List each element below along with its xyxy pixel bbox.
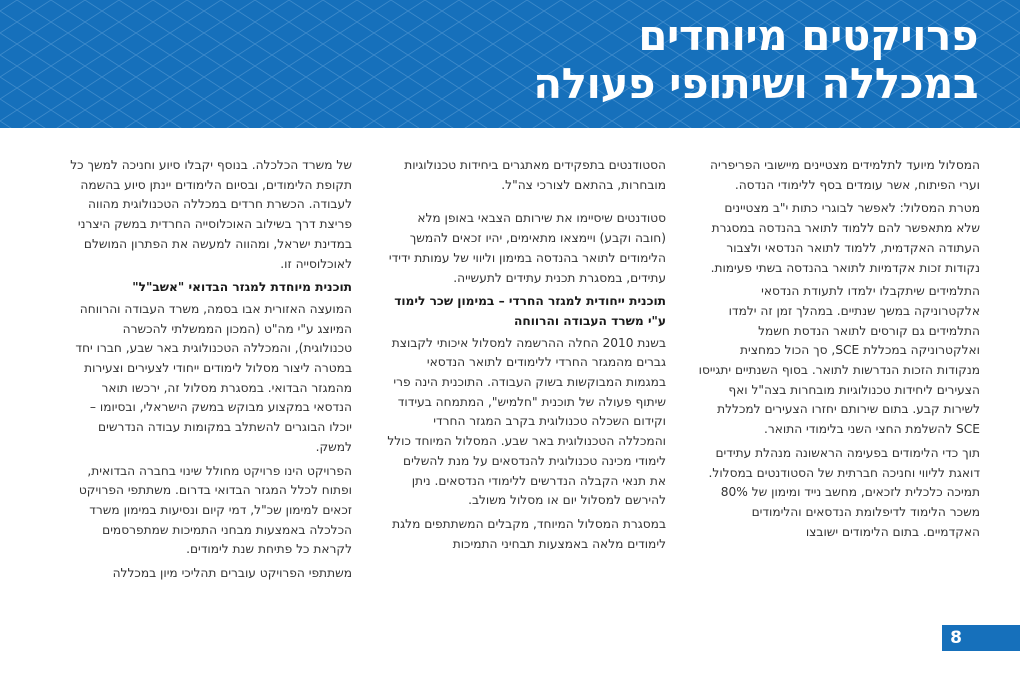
paragraph: מטרת המסלול: לאפשר לבוגרי כתות י"ב מצטיינים שלא מתאפשר להם ללמוד לתואר בהנדסה במסגרת העתודה האקדמית, ללמוד לתואר הנדסאי ולצבור נקודות זכות אקדמיות לתואר בהנדסה בשתי פעימות. [710, 201, 980, 275]
text-column-left [70, 156, 352, 588]
section-heading: תוכנית מיוחדת למגזר הבדואי "אשב"ל" [132, 280, 352, 295]
paragraph: סטודנטים שיסיימו את שירותם הצבאי באופן מלא (חובה וקבע) ויימצאו מתאימים, יהיו זכאים להמשך הלימודים לתואר בהנדסה במימון וליווי של עמותת ידידי עתידים, במסגרת תכנית עתידים לתעשייה. [388, 211, 666, 285]
paragraph: המסלול מיועד לתלמידים מצטיינים מיישובי הפריפריה וערי הפיתוח, אשר עומדים בסף ללימודי הנדסה. [710, 158, 980, 192]
header-banner [0, 0, 1020, 128]
paragraph: המועצה האזורית אבו בסמה, משרד העבודה והרווחה המיוצג ע"י מה"ט (המכון הממשלתי להכשרה טכנולוגית), והמכללה הטכנולוגית באר שבע, חברו יחד במטרה ליצור מסלול לימודים ייחודי לצעירים וצעירות מהמגזר הבדואי. במסגרת מסלול זה, ירכשו תואר הנדסאי במקצוע מבוקש במשק הישראלי, ובסיומו – יוכלו הבוגרים להשתלב במקומות עבודה הנדרשים למשק. [75, 301, 352, 454]
page-number-bar [970, 625, 1020, 651]
page-title [533, 12, 978, 108]
page-number: 8 [942, 625, 970, 651]
title-line-1: פרויקטים מיוחדים [638, 11, 978, 60]
paragraph: בשנת 2010 החלה ההרשמה למסלול איכותי לקבוצת גברים מהמגזר החרדי ללימודים לתואר הנדסאי במגמות המבוקשות בשוק העבודה. התוכנית הינה פרי שיתוף פעולה של תוכנית "חלמיש", המתמחה בעידוד וקידום השכלה טכנולוגית בקרב המגזר החרדי והמכללה הטכנולוגית באר שבע. המסלול המיוחד כולל לימודי מכינה טכנולוגית להנדסאים על מנת להשלים את תנאי הקבלה הנדרשים ללימודי הנדסאים. ניתן להירשם למסלול יום או מסלול משולב. [387, 335, 666, 508]
paragraph: של משרד הכלכלה. בנוסף יקבלו סיוע וחניכה למשך כל תקופת הלימודים, ובסיום הלימודים יינתן סיוע בהשמה לעבודה. הכשרת חרדים במכללה הטכנולוגית מהווה פריצת דרך בשילוב האוכלוסייה החרדית במשק היצרני במדינת ישראל, ומהווה למעשה את הפתרון המושלם לאוכלוסייה זו. [70, 158, 352, 271]
paragraph: תוך כדי הלימודים בפעימה הראשונה מנהלת עתידים דואגת לליווי וחניכה חברתית של הסטודנטים במסלול. תמיכה כלכלית לזכאים, מחשב נייד ומימון של 80% משכר הלימוד לדיפלומת הנדסאים והלימודים האקדמיים. בתום הלימודים ישובצו [708, 445, 980, 539]
title-line-2: במכללה ושיתופי פעולה [533, 59, 978, 108]
paragraph: התלמידים שיתקבלו ילמדו לתעודת הנדסאי אלקטרוניקה במשך שנתיים. במהלך זמן זה ילמדו התלמידים גם קורסים לתואר הנדסת חשמל ואלקטרוניקה במכללת SCE, סך הכול כמחצית מנקודות הזכות הנדרשות לתואר. בסוף השנתיים יתגייסו הצעירים ליחידות טכנולוגיות מובחרות בצה"ל ואף לשירות קבע. בתום שירותם יחזרו הצעירים למכללת SCE להשלמת החצי השני בלימודי התואר. [698, 284, 980, 437]
text-column-middle [384, 156, 666, 558]
text-column-right [698, 156, 980, 546]
paragraph: משתתפי הפרויקט עוברים תהליכי מיון במכללה [112, 566, 352, 581]
section-heading: תוכנית ייחודית למגזר החרדי – במימון שכר לימוד ע"י משרד העבודה והרווחה [394, 294, 666, 328]
paragraph: הפרויקט הינו פרויקט מחולל שינוי בחברה הבדואית, ופתוח לכלל המגזר הבדואי בדרום. משתתפי הפרויקט זכאים למימון שכ"ל, דמי קיום ונסיעות במימון משרד הכלכלה באמצעות מבחני התמיכות שמתפרסמים לקראת כל פתיחת שנת לימודים. [78, 463, 352, 557]
paragraph: הסטודנטים בתפקידים מאתגרים ביחידות טכנולוגיות מובחרות, בהתאם לצורכי צה"ל. [404, 158, 666, 192]
paragraph: במסגרת המסלול המיוחד, מקבלים המשתתפים מלגת לימודים מלאה באמצעות תבחיני התמיכות [392, 516, 666, 551]
